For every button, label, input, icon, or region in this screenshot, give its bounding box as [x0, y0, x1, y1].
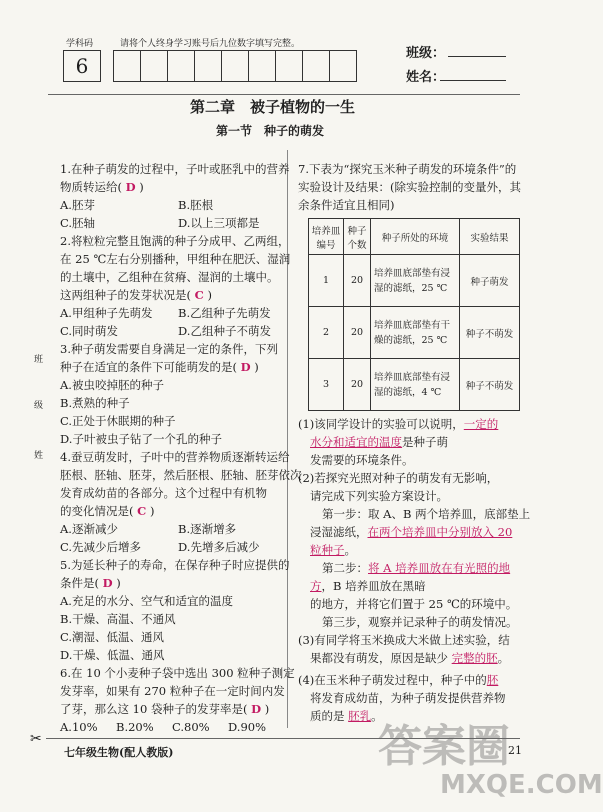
table-header: 实验结果 [460, 219, 520, 255]
q6-stem: 6.在 10 个小麦种子袋中选出 300 粒种子测定 [60, 666, 295, 680]
account-instruction: 请将个人终身学习账号后九位数字填写完整。 [120, 39, 301, 49]
q7-sub2: 请完成下列实验方案设计。 [310, 489, 448, 503]
q1-options-row [60, 196, 286, 214]
section-title: 第一节 种子的萌发 [216, 124, 325, 138]
watermark-text: 答案圈 [378, 721, 510, 772]
name-field[interactable] [440, 80, 506, 81]
q2-stem: 这两组种子的发芽状况是( C ) [60, 288, 212, 302]
footer-book-title: 七年级生物(配人教版) [64, 746, 174, 759]
q3-option-a: A.被虫咬掉胚的种子 [60, 378, 164, 392]
left-column [60, 160, 302, 736]
q5-option-a: A.充足的水分、空气和适宜的温度 [60, 594, 233, 608]
q7-step2-answer: 将 A 培养皿放在有光照的地 [368, 561, 511, 575]
name-label: 姓名： [406, 70, 446, 85]
q1-option-b: B.胚根 [178, 198, 214, 212]
table-header-row [309, 219, 520, 255]
digit-box[interactable] [141, 50, 168, 82]
q2-stem: 的土壤中，乙组种在贫瘠、湿润的土壤中。 [60, 270, 279, 284]
table-cell: 种子不萌发 [460, 307, 520, 359]
q4-stem: 的变化情况是( C ) [60, 504, 155, 518]
q1-answer: D [125, 180, 136, 194]
q6-option-b: B.20% [116, 720, 154, 734]
q6-options-row [60, 718, 286, 736]
table-cell: 1 [309, 255, 344, 307]
class-label: 班级： [406, 46, 446, 61]
q3-option-d: D.子叶被虫子钻了一个孔的种子 [60, 432, 222, 446]
table-header: 培养皿编号 [309, 219, 344, 255]
scissors-icon: ✂ [30, 731, 42, 747]
q3-stem: 3.种子萌发需要自身满足一定的条件，下列 [60, 342, 278, 356]
footer-divider [46, 738, 520, 739]
q7-step2: 方，B 培养皿放在黑暗 [310, 579, 426, 593]
table-row [309, 359, 520, 411]
q7-step1: 浸湿滤纸，在两个培养皿中分别放入 20 [310, 525, 513, 539]
q2-stem: 在 25 ℃左右分别播种，甲组种在肥沃、湿润 [60, 252, 291, 266]
account-digit-boxes[interactable] [113, 50, 357, 82]
q4-option-c: C.先减少后增多 [60, 540, 142, 554]
chapter-title: 第二章 被子植物的一生 [190, 98, 356, 116]
q7-step1: 粒种子。 [310, 543, 356, 557]
table-cell: 种子萌发 [460, 255, 520, 307]
q3-answer: D [240, 360, 251, 374]
q2-option-d: D.乙组种子不萌发 [178, 324, 271, 338]
q3-option-c: C.正处于休眠期的种子 [60, 414, 176, 428]
q7-sub1: (1)该同学设计的实验可以说明，一定的 [298, 417, 499, 431]
right-column [298, 160, 531, 725]
q5-option-b: B.干燥、高温、不通风 [60, 612, 176, 626]
q2-option-a: A.甲组种子先萌发 [60, 306, 153, 320]
q4-options-row [60, 520, 286, 538]
q2-answer: C [194, 288, 204, 302]
q7-sub4-answer: 胚乳 [348, 709, 372, 723]
table-row [309, 255, 520, 307]
side-mark: 姓 [34, 451, 44, 461]
side-mark: 班 [34, 355, 44, 365]
digit-box[interactable] [222, 50, 249, 82]
q7-sub3-answer: 完整的胚 [451, 651, 498, 665]
q6-answer: D [251, 702, 262, 716]
q7-step3: 第三步，观察并记录种子的萌发情况。 [322, 615, 518, 629]
q4-stem: 4.蚕豆萌发时，子叶中的营养物质逐渐转运给 [60, 450, 290, 464]
q7-sub4: 质的是 胚乳。 [310, 709, 383, 723]
q4-answer: C [137, 504, 147, 518]
q4-option-b: B.逐渐增多 [178, 522, 237, 536]
q5-option-c: C.潮湿、低温、通风 [60, 630, 165, 644]
q6-stem: 发芽率，如果有 270 粒种子在一定时间内发 [60, 684, 285, 698]
table-cell: 20 [344, 359, 371, 411]
page-number: 21 [508, 744, 522, 757]
table-cell: 20 [344, 307, 371, 359]
q4-stem: 胚根、胚轴、胚芽，然后胚根、胚轴、胚芽依次 [60, 468, 302, 482]
table-cell: 种子不萌发 [460, 359, 520, 411]
q3-stem: 种子在适宜的条件下可能萌发的是( D ) [60, 360, 259, 374]
experiment-table [308, 218, 520, 411]
q1-options-row [60, 214, 286, 232]
q5-answer: D [102, 576, 113, 590]
q7-stem: 实验设计及结果：(除实验控制的变量外，其 [298, 180, 521, 194]
class-field[interactable] [448, 56, 506, 57]
q5-stem: 5.为延长种子的寿命，在保存种子时应提供的 [60, 558, 290, 572]
q3-option-b: B.煮熟的种子 [60, 396, 130, 410]
table-cell: 培养皿底部垫有浸湿的滤纸，25 ℃ [371, 255, 460, 307]
header-divider [48, 94, 520, 95]
side-mark: 级 [34, 401, 44, 411]
digit-box[interactable] [249, 50, 276, 82]
q4-option-a: A.逐渐减少 [60, 522, 118, 536]
q5-option-d: D.干燥、低温、通风 [60, 648, 165, 662]
digit-box[interactable] [303, 50, 330, 82]
q7-stem: 余条件适宜且相同) [298, 198, 395, 212]
digit-box[interactable] [276, 50, 303, 82]
q7-sub4-answer: 胚 [486, 673, 499, 687]
q7-sub1-answer: 一定的 [463, 417, 499, 431]
digit-box[interactable] [113, 50, 141, 82]
watermark-site: MXQE.COM [440, 770, 603, 800]
q7-sub3: 果都没有萌发，原因是缺少 完整的胚。 [310, 651, 510, 665]
q2-options-row [60, 304, 286, 322]
table-header: 种子所处的环境 [371, 219, 460, 255]
q1-option-a: A.胚芽 [60, 198, 95, 212]
table-cell: 3 [309, 359, 344, 411]
q7-sub1-answer: 水分和适宜的温度 [310, 435, 402, 449]
q1-option-c: C.胚轴 [60, 216, 96, 230]
table-cell: 培养皿底部垫有干燥的滤纸，25 ℃ [371, 307, 460, 359]
q7-sub1: 发需要的环境条件。 [310, 453, 414, 467]
q7-step2-answer: 方 [310, 579, 322, 593]
q6-option-a: A.10% [60, 720, 98, 734]
q7-step2: 第二步：将 A 培养皿放在有光照的地 [322, 561, 511, 575]
q4-options-row [60, 538, 286, 556]
table-cell: 培养皿底部垫有浸湿的滤纸，4 ℃ [371, 359, 460, 411]
q2-options-row [60, 322, 286, 340]
q7-step2: 的地方，并将它们置于 25 ℃的环境中。 [310, 597, 518, 611]
q6-option-d: D.90% [228, 720, 267, 734]
q1-option-d: D.以上三项都是 [178, 216, 260, 230]
q7-sub2: (2)若探究光照对种子的萌发有无影响， [298, 471, 499, 485]
q2-option-b: B.乙组种子先萌发 [178, 306, 271, 320]
q7-step1-answer: 粒种子 [310, 543, 345, 557]
q1-stem: 1.在种子萌发的过程中，子叶或胚乳中的营养 [60, 162, 290, 176]
q2-option-c: C.同时萌发 [60, 324, 119, 338]
table-cell: 20 [344, 255, 371, 307]
q4-stem: 发育成幼苗的各部分。这个过程中有机物 [60, 486, 267, 500]
q7-sub1: 水分和适宜的温度是种子萌 [310, 435, 448, 449]
subject-code-value: 6 [75, 54, 89, 78]
table-header: 种子个数 [344, 219, 371, 255]
q6-option-c: C.80% [172, 720, 210, 734]
table-row [309, 307, 520, 359]
table-cell: 2 [309, 307, 344, 359]
subject-code-box [63, 50, 101, 82]
digit-box[interactable] [195, 50, 222, 82]
q6-stem: 了芽，那么这 10 袋种子的发芽率是( D ) [60, 702, 270, 716]
q7-step1: 第一步：取 A、B 两个培养皿，底部垫上 [322, 507, 531, 521]
q1-stem-line2: 物质转运给( D ) [60, 180, 144, 194]
q7-sub4: 将发育成幼苗，为种子萌发提供营养物 [310, 691, 506, 705]
q7-step1-answer: 在两个培养皿中分别放入 20 [367, 525, 513, 539]
q7-sub4: (4)在玉米种子萌发过程中，种子中的胚 [298, 673, 499, 687]
q5-stem: 条件是( D ) [60, 576, 121, 590]
q4-option-d: D.先增多后减少 [178, 540, 260, 554]
q2-stem: 2.将粒粒完整且饱满的种子分成甲、乙两组， [60, 234, 290, 248]
q7-sub3: (3)有同学将玉米换成大米做上述实验，结 [298, 633, 510, 647]
digit-box[interactable] [168, 50, 195, 82]
q7-stem: 7.下表为“探究玉米种子萌发的环境条件”的 [298, 162, 517, 176]
digit-box[interactable] [330, 50, 357, 82]
subject-code-label: 学科码 [66, 39, 94, 49]
